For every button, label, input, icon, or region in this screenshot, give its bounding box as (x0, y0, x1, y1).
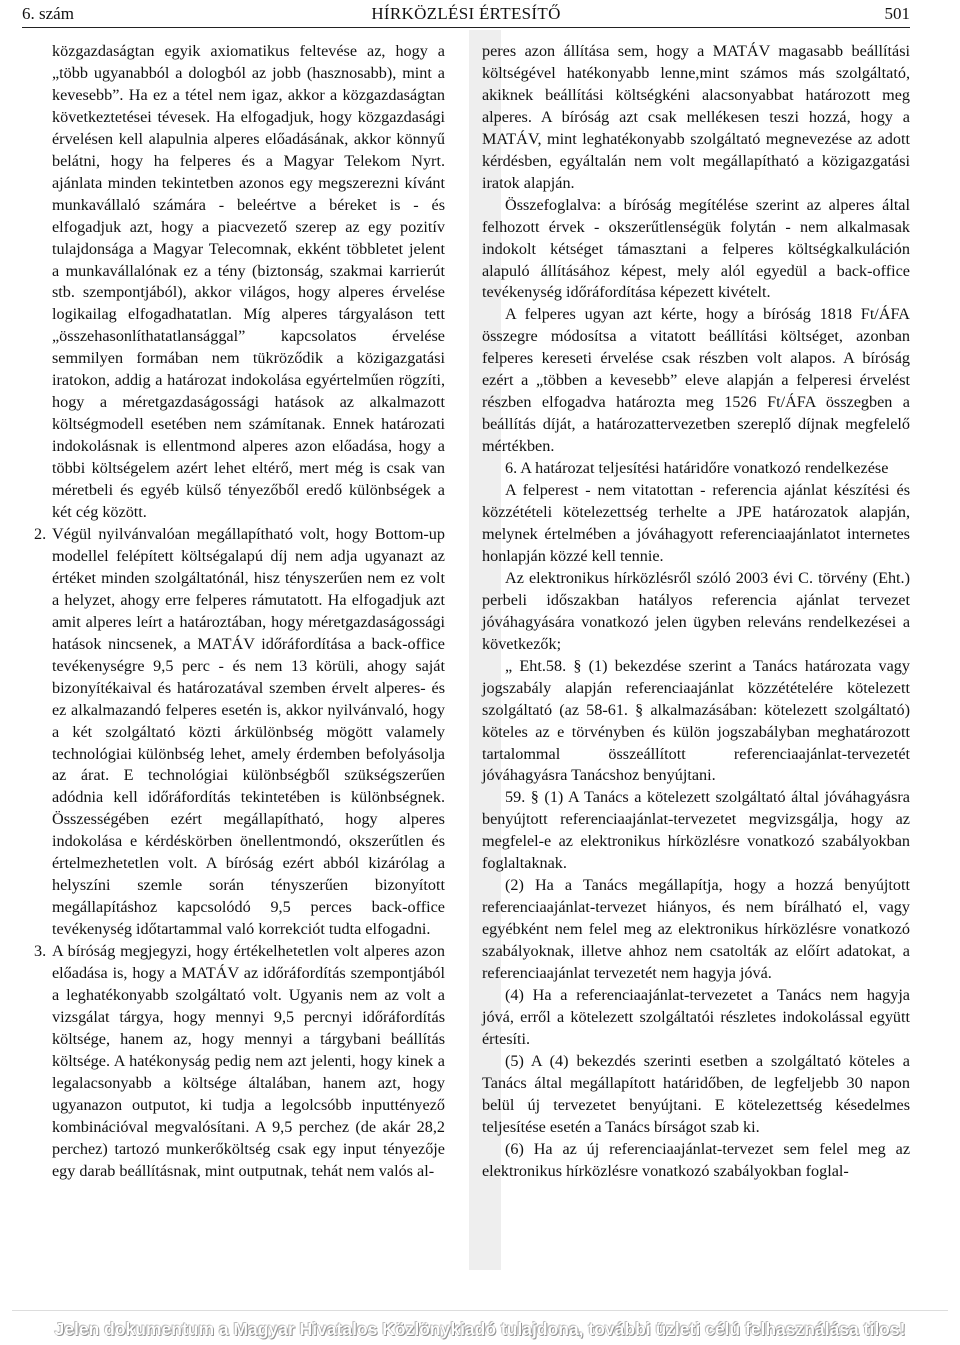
paragraph: A felperest - nem vitatottan - referencia ajánlat készítési és közzétételi kötelezettség terhelte a JPE határozatok alapján, melynek értelmében a jóváhagyott referenciaajánlatot internetes honlapján közzé kell tennie. (482, 481, 910, 565)
left-column (34, 41, 445, 1183)
page-header (22, 2, 910, 26)
header-divider (22, 27, 910, 28)
paragraph: „ Eht.58. § (1) bekezdése szerint a Tanács határozata vagy jogszabály alapján referenciaajánlat közzétételére kötelezett szolgáltató (az 58-61. § alkalmazásában: kötelezett szolgáltató) köteles az e törvényben és külön jogszabályban meghatározott tartalommal összeállított referenciaajánlat-tervezetét jóváhagyásra Tanácshoz benyújtani. (482, 656, 910, 785)
item-text: A bíróság megjegyzi, hogy értékelhetetlen volt alperes azon előadása is, hogy a MATÁV az időráfordítás szempontjából a leghatékonyabb szolgáltató volt. Ugyanis nem az volt a vizsgálat tárgya, hogy mennyi 9,5 percnyi időráfordítás költsége, hanem az, hogy mennyi a tárgybani beállítás költsége. A hatékonyság pedig nem azt jelenti, hogy kinek a legalacsonyabb a költsége általában, hanem azt, hogy ugyanazon outputot, ki tudja a legolcsóbb inputtényező kombinációval megvalósítani. A 9,5 perchez (de akár 28,2 perchez) tartozó munkerőköltség csak egy input tényezője egy darab beállításnak, mint outputnak, tehát nem valós al- (52, 942, 445, 1180)
paragraph: 59. § (1) A Tanács a kötelezett szolgáltató által jóváhagyásra benyújtott referenciaajánlat-tervezetet megvizsgálja, hogy az megfelel-e az elektronikus hírközlésre vonatkozó szabályokban foglaltaknak. (482, 788, 910, 873)
right-column (482, 41, 910, 1183)
numbered-item-3 (34, 941, 445, 1182)
paragraph: közgazdaságtan egyik axiomatikus feltevése az, hogy a „több ugyanabból a dologból az jobb (hasznosabb), mint a kevesebb”. Ha ez a tétel nem igaz, akkor a közgazdaságtan következtetései tévesek. Ha elfogadjuk, hogy közgazdasági érvelésen kell alapulnia alperes előadásának, akkor könnyű belátni, hogy ha felperes és a Magyar Telekom Nyrt. ajánlata minden tekintetben azonos egy megszerezni kívánt munkavállaló számára - beleértve a béreket is - és elfogadjuk azt, hogy a piacvezető szerep az egy pozitív tulajdonsága a Magyar Telecomnak, ekként többletet jelent a munkavállalónak ez a tény (biztonság, szakmai karrierút stb. szempontjából), akkor világos, hogy alperes érvelése logikailag elfogadhatatlan. Míg alperes tárgyaláson tett „összehasonlíthatatlansággal” kapcsolatos érvelése semmilyen formában nem tükröződik a közigazgatási iratokon, addig a határozat indokolása egyértelműen rögzíti, hogy a méretgazdaságossági hatások az alkalmazott költségmodell esetében nem számítanak. Ennek határozati indokolásnak is ellentmond alperes azon előadása, hogy a többi költségelem azért lehet eltérő, mert még is csak van méretbeli és egyéb külső tényezőből eredő különbségek a két cég között. (52, 42, 445, 522)
issue-number: 6. szám (22, 4, 74, 23)
paragraph: (5) A (4) bekezdés szerinti esetben a szolgáltató köteles a Tanács által megállapított határidőben, de legfeljebb 30 napon belül új tervezetet benyújtani. E kötelezettség késedelmes teljesítése esetén a Tanács bírságot szab ki. (482, 1051, 910, 1136)
item-number: 2. (34, 524, 47, 543)
page-number: 501 (884, 4, 910, 23)
publication-title: HÍRKÖZLÉSI ÉRTESÍTŐ (371, 4, 561, 23)
ownership-notice: Jelen dokumentum a Magyar Hivatalos Közlönykiadó tulajdona, további üzleti célú felhasználása tilos! (54, 1319, 906, 1339)
paragraph: (2) Ha a Tanács megállapítja, hogy a hozzá benyújtott referenciaajánlat-tervezet hiányos, és nem bírálható el, vagy egyébként nem felel meg az elektronikus hírközlésre vonatkozó szabályoknak, illetve ahhoz nem csatolták az előírt adatokat, a referenciaajánlat tervezetét nem hagyja jóvá. (482, 876, 910, 983)
paragraph: Összefoglalva: a bíróság megítélése szerint az alperes által felhozott érvek - okszerűtlenségük folytán - nem alkalmasak indokolt kétséget támasztani a felperes költségkalkuláción alapuló állításához képest, mely alól egyedül a back-office tevékenység időráfordítása képezett kivételt. (482, 195, 910, 302)
paragraph: (4) Ha a referenciaajánlat-tervezetet a Tanács nem hagyja jóvá, erről a kötelezett szolgáltatói részletes indokolással együtt értesíti. (482, 985, 910, 1048)
section-heading: 6. A határozat teljesítési határidőre vonatkozó rendelkezése (505, 459, 889, 478)
item-text: Végül nyilvánvalóan megállapítható volt, hogy Bottom-up modellel felépített költségalapú díj nem adja ugyanazt az értéket minden szolgáltatónál, hisz tényszerűen nem ez volt a helyzet, ahogy erre felperes rámutatott. Ha elfogadjuk azt amit alperes leírt a határoztában, hogy méretgazdaságossági hatások nincsenek, a MATÁV időráfordítása a back-office tevékenységre 9,5 perc - és nem 13 körüli, ahogy saját bizonyítékaival és határozatával szemben érvelt alperes- és ez alkalmazandó felperes esetén is, akkor nyilvánvaló, hogy a két szolgáltató közti árkülönbség mögött valamely technológiai különbség lehet, amely érdemben befolyásolja az árat. E technológiai különbségből szükségszerűen adódnia kell időráfordítás tekintetében is különbségnek. Összességében ezért megállapítható, hogy alperes indokolása e kérdéskörben önellentmondó, okszerűtlen és értelmezhetetlen volt. A bíróság ezért abból kizárólag a helyszíni szemle során tényszerűen bizonyított megállapításhoz kapcsolódó 9,5 perces back-office tevékenység időtartammal való korrekciót tudta elfogadni. (52, 524, 445, 939)
item-number: 3. (34, 942, 47, 961)
paragraph: (6) Ha az új referenciaajánlat-tervezet sem felel meg az elektronikus hírközlésre vonatkozó szabályokban foglal- (482, 1139, 910, 1180)
numbered-item-2 (34, 524, 445, 941)
paragraph: A felperes ugyan azt kérte, hogy a bíróság 1818 Ft/ÁFA összegre módosítsa a vitatott beállítási költséget, azonban felperes kereseti érvelése csak részben volt alapos. A bíróság ezért a „többen a kevesebb” eleve alapján a felperesi érvelést részben elfogadva határozta meg 1526 Ft/ÁFA összegben a beállítás díját, a határozattervezetben szereplő díjnak megfelelő mértékben. (482, 305, 910, 456)
paragraph: peres azon állítása sem, hogy a MATÁV magasabb beállítási költségével hatékonyabb lenne,mint számos más szolgáltató, akiknek beállítási költségkéni alacsonyabbat határozott meg alperes. A bíróság azt csak mellékesen teszi hozzá, hogy a MATÁV, mint leghatékonyabb szolgáltató megnevezése az adott kérdésben, egyáltalán nem volt megállapítható a közigazgatási iratok alapján. (482, 42, 910, 192)
paragraph: Az elektronikus hírközlésről szóló 2003 évi C. törvény (Eht.) perbeli időszakban hatályos referencia ajánlat tervezet jóváhagyására vonatkozó jelen ügyben releváns rendelkezései a következők; (482, 568, 910, 653)
footer-divider (12, 1310, 948, 1311)
